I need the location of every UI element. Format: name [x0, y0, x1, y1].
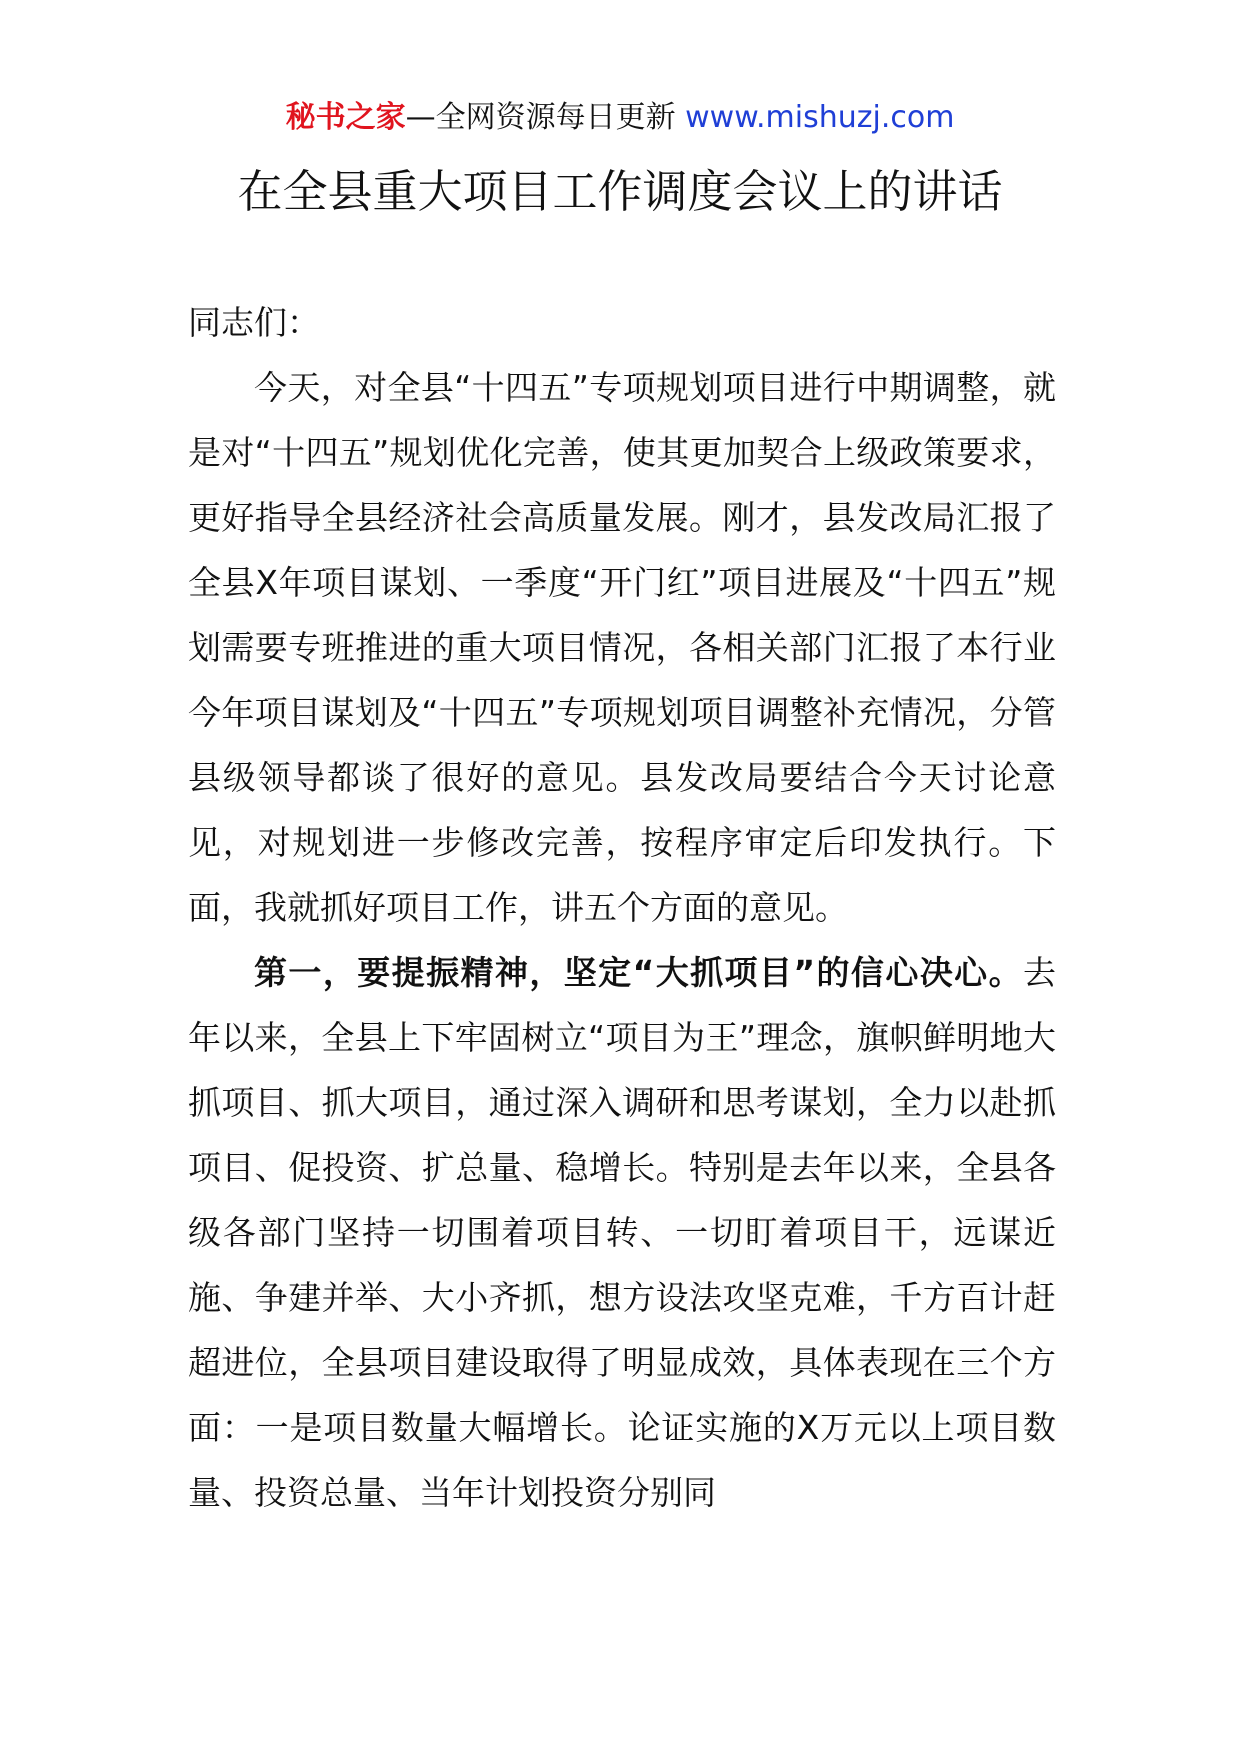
- paragraph-1-text: 今天，对全县“十四五”专项规划项目进行中期调整，就是对“十四五”规划优化完善，使其更加契合上级政策要求，更好指导全县经济社会高质量发展。刚才，县发改局汇报了全县X年项目谋划、一季度“开门红”项目进展及“十四五”规划需要专班推进的重大项目情况，各相关部门汇报了本行业今年项目谋划及“十四五”专项规划项目调整补充情况，分管县级领导都谈了很好的意见。县发改局要结合今天讨论意见，对规划进一步修改完善，按程序审定后印发执行。下面，我就抓好项目工作，讲五个方面的意见。: [188, 368, 1056, 927]
- document-body: [188, 290, 1056, 1525]
- header-tagline: —全网资源每日更新: [405, 100, 686, 135]
- salutation: 同志们：: [188, 303, 320, 342]
- paragraph-2: [188, 940, 1056, 1525]
- site-header: [0, 98, 1240, 138]
- brand-name: 秘书之家: [285, 100, 406, 135]
- site-url-link[interactable]: www.mishuzj.com: [685, 100, 955, 135]
- paragraph-1: [188, 355, 1056, 940]
- document-title: 在全县重大项目工作调度会议上的讲话: [237, 165, 1003, 218]
- paragraph-2-lead: 第一，要提振精神，坚定“大抓项目”的信心决心。: [254, 953, 1023, 992]
- paragraph-2-text: 去年以来，全县上下牢固树立“项目为王”理念，旗帜鲜明地大抓项目、抓大项目，通过深入调研和思考谋划，全力以赴抓项目、促投资、扩总量、稳增长。特别是去年以来，全县各级各部门坚持一切围着项目转、一切盯着项目干，远谋近施、争建并举、大小齐抓，想方设法攻坚克难，千方百计赶超进位，全县项目建设取得了明显成效，具体表现在三个方面：一是项目数量大幅增长。论证实施的X万元以上项目数量、投资总量、当年计划投资分别同: [188, 953, 1056, 1512]
